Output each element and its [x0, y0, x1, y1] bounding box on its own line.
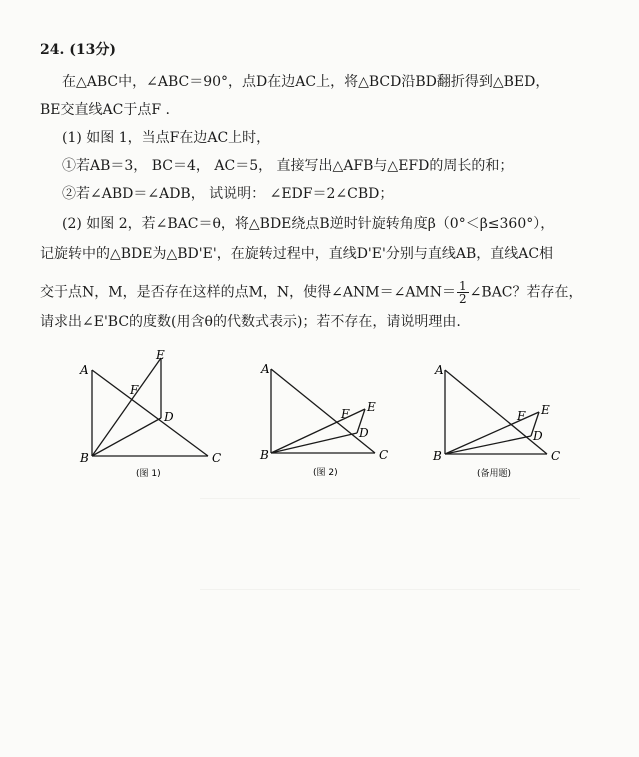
fig1-label-F: F	[130, 383, 139, 397]
fig2-caption: (图 2)	[313, 468, 338, 478]
spare-edge-AC	[445, 370, 547, 454]
fig1-label-E: E	[156, 350, 165, 362]
fig1-edge-BE	[92, 358, 161, 456]
fraction-denominator: 2	[459, 292, 467, 306]
half-fraction	[457, 280, 469, 305]
bleed-through-texture	[200, 498, 580, 590]
intro-line-2: BE交直线AC于点F .	[40, 102, 170, 118]
spare-label-A: A	[435, 363, 444, 377]
part2-line-3	[40, 280, 583, 305]
fig1-caption: (图 1)	[136, 469, 161, 479]
question-number: 24. (13分)	[40, 42, 116, 58]
fig1-label-B: B	[80, 451, 89, 465]
part1-title: (1) 如图 1，当点F在边AC上时，	[62, 130, 271, 146]
spare-edge-BD	[445, 436, 531, 454]
fig1-edge-BD	[92, 418, 161, 456]
figure-spare	[425, 358, 575, 483]
spare-label-D: D	[533, 429, 543, 443]
fig2-label-C: C	[379, 448, 389, 462]
fig1-label-A: A	[80, 363, 89, 377]
fig2-label-F: F	[341, 407, 350, 421]
part2-line-4: 请求出∠E'BC的度数(用含θ的代数式表示)；若不存在，请说明理由.	[40, 314, 461, 330]
fig2-label-A: A	[261, 362, 270, 376]
part1-sub2: ②若∠ABD＝∠ADB， 试说明： ∠EDF＝2∠CBD；	[62, 186, 394, 202]
part2-line-3a: 交于点N，M，是否存在这样的点M，N，使得∠ANM＝∠AMN＝	[40, 284, 457, 301]
fig2-edge-BE	[271, 409, 365, 453]
fig1-label-D: D	[164, 410, 174, 424]
fig2-label-E: E	[367, 400, 376, 414]
spare-label-F: F	[517, 409, 526, 423]
intro-line-1: 在△ABC中，∠ABC＝90°，点D在边AC上，将△BCD沿BD翻折得到△BED，	[62, 74, 550, 90]
spare-label-E: E	[541, 403, 550, 417]
fig2-label-B: B	[260, 448, 269, 462]
spare-label-B: B	[433, 449, 442, 463]
part2-line-3b: ∠BAC？若存在，	[469, 284, 583, 301]
fig1-label-C: C	[212, 451, 222, 465]
fig1-edge-AC	[92, 370, 208, 456]
fig2-edge-BD	[271, 433, 357, 453]
figure-1	[70, 350, 230, 480]
part1-sub1: ①若AB＝3， BC＝4， AC＝5， 直接写出△AFB与△EFD的周长的和；	[62, 158, 514, 174]
part2-line-2: 记旋转中的△BDE为△BD'E'，在旋转过程中，直线D'E'分别与直线AB，直线AC相	[40, 246, 554, 262]
fraction-numerator: 1	[459, 279, 467, 293]
figure-2	[255, 355, 405, 480]
spare-caption: (备用题)	[477, 469, 512, 479]
part2-line-1: (2) 如图 2，若∠BAC＝θ，将△BDE绕点B逆时针旋转角度β（0°＜β≤360°），	[62, 216, 555, 232]
fig2-label-D: D	[359, 426, 369, 440]
spare-label-C: C	[551, 449, 561, 463]
